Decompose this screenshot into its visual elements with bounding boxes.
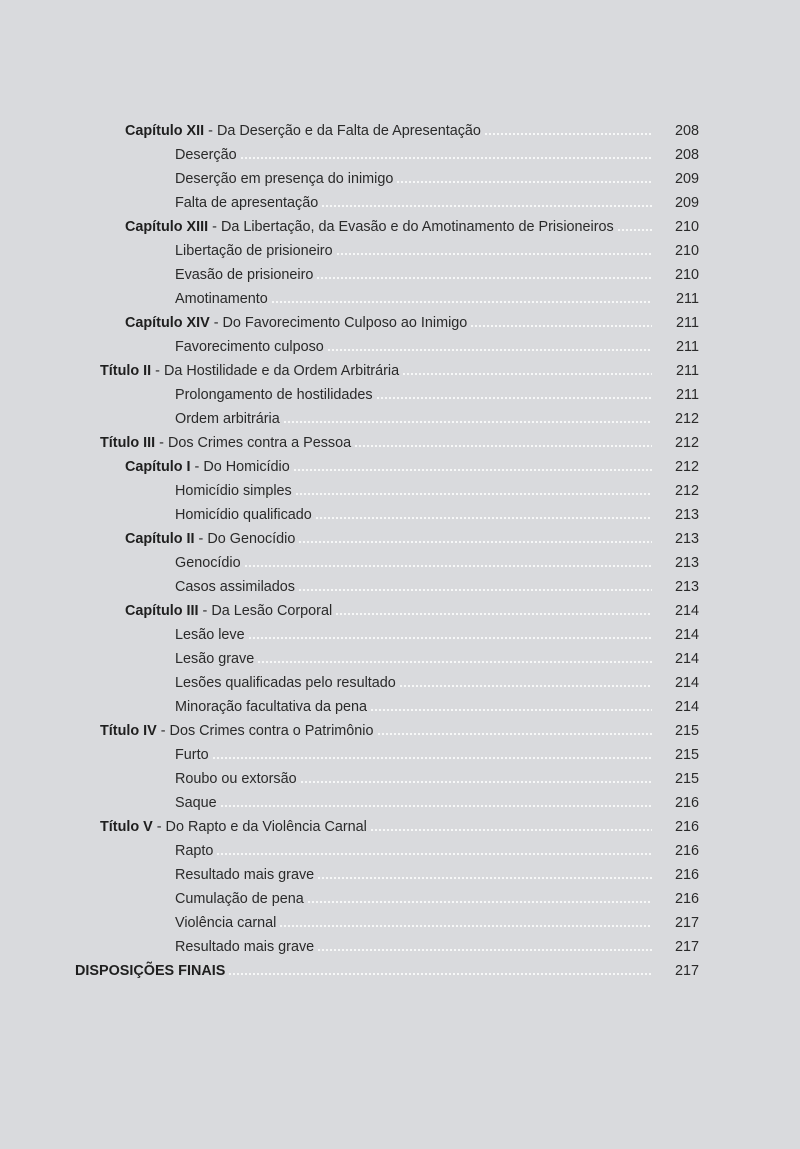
dot-leader	[327, 349, 652, 351]
toc-entry	[0, 503, 800, 527]
toc-entry	[0, 599, 800, 623]
toc-entry-title	[175, 239, 652, 263]
page-number: 216	[674, 867, 699, 883]
page-number: 208	[674, 123, 699, 139]
toc-entry-label	[175, 887, 304, 911]
toc-entry	[0, 551, 800, 575]
dot-leader	[315, 517, 652, 519]
page-number: 217	[674, 915, 699, 931]
toc-entry-text: Deserção	[175, 147, 237, 163]
toc-entry-title	[175, 167, 652, 191]
toc-entry-text: Minoração facultativa da pena	[175, 699, 367, 715]
dot-leader	[316, 277, 652, 279]
page-number: 212	[674, 411, 699, 427]
toc-entry-label	[175, 575, 295, 599]
toc-entry-label	[100, 815, 367, 839]
toc-entry-text: - Do Favorecimento Culposo ao Inimigo	[209, 315, 468, 331]
page-number: 216	[674, 819, 699, 835]
toc-entry-heading: Capítulo XII	[125, 123, 205, 139]
toc-entry-title	[175, 671, 652, 695]
page-number: 210	[674, 267, 699, 283]
toc-entry-heading: Capítulo III	[125, 603, 199, 619]
dot-leader	[317, 877, 652, 879]
page-number: 211	[676, 363, 699, 379]
toc-entry-title	[175, 263, 652, 287]
toc-entry-title	[125, 455, 652, 479]
toc-entry-title	[175, 335, 652, 359]
dot-leader	[300, 781, 652, 783]
toc-entry	[0, 935, 800, 959]
toc-entry-label	[175, 671, 396, 695]
toc-entry	[0, 911, 800, 935]
toc-entry	[0, 743, 800, 767]
toc-entry-label	[75, 959, 225, 983]
toc-entry-label	[175, 767, 297, 791]
dot-leader	[321, 205, 652, 207]
dot-leader	[617, 229, 652, 231]
page-number: 217	[674, 939, 699, 955]
toc-entry-text: Saque	[175, 795, 217, 811]
toc-entry-text: Roubo ou extorsão	[175, 771, 297, 787]
toc-entry-title	[125, 599, 652, 623]
toc-entry-text: Deserção em presença do inimigo	[175, 171, 394, 187]
toc-entry	[0, 575, 800, 599]
toc-entry-title	[175, 911, 652, 935]
page-number: 213	[674, 507, 699, 523]
page-number: 216	[674, 843, 699, 859]
toc-entry	[0, 767, 800, 791]
toc-entry-title	[175, 935, 652, 959]
toc-entry	[0, 455, 800, 479]
page-number: 215	[674, 771, 699, 787]
toc-entry-label	[175, 911, 276, 935]
toc-entry-title	[175, 887, 652, 911]
toc-entry-text: Furto	[175, 747, 209, 763]
dot-leader	[376, 397, 652, 399]
toc-entry-label	[175, 791, 217, 815]
toc-entry-label	[100, 431, 351, 455]
toc-entry-text: Ordem arbitrária	[175, 411, 280, 427]
toc-entry-title	[125, 119, 652, 143]
toc-entry-text: - Do Genocídio	[194, 531, 296, 547]
toc-entry	[0, 959, 800, 983]
toc-entry-text: Genocídio	[175, 555, 241, 571]
dot-leader	[307, 901, 652, 903]
toc-entry-label	[175, 239, 333, 263]
toc-entry-title	[175, 383, 652, 407]
toc-entry-text: - Do Homicídio	[190, 459, 290, 475]
toc-entry-text: Lesão leve	[175, 627, 245, 643]
toc-entry-label	[175, 383, 373, 407]
page-number: 213	[674, 579, 699, 595]
dot-leader	[335, 613, 652, 615]
toc-entry-text: Falta de apresentação	[175, 195, 319, 211]
page-number: 215	[674, 747, 699, 763]
toc-entry-text: Rapto	[175, 843, 214, 859]
dot-leader	[283, 421, 652, 423]
page-number: 210	[674, 243, 699, 259]
toc-entry-text: Resultado mais grave	[175, 867, 315, 883]
toc-entry	[0, 383, 800, 407]
toc-entry-label	[175, 407, 280, 431]
toc-entry-text: Amotinamento	[175, 291, 268, 307]
toc-entry-text: Prolongamento de hostilidades	[175, 387, 373, 403]
toc-entry-label	[125, 311, 467, 335]
dot-leader	[377, 733, 653, 735]
toc-entry-text: Lesões qualificadas pelo resultado	[175, 675, 396, 691]
toc-entry	[0, 791, 800, 815]
toc-entry-title	[175, 575, 652, 599]
dot-leader	[484, 133, 652, 135]
toc-entry-heading: Título II	[100, 363, 152, 379]
page-number: 214	[674, 627, 699, 643]
dot-leader	[295, 493, 652, 495]
toc-entry	[0, 527, 800, 551]
toc-entry-text: Libertação de prisioneiro	[175, 243, 333, 259]
toc-entry-label	[175, 503, 312, 527]
toc-entry	[0, 695, 800, 719]
toc-entry-label	[175, 839, 213, 863]
toc-entry-label	[175, 335, 324, 359]
dot-leader	[336, 253, 652, 255]
toc-entry-title	[175, 143, 652, 167]
toc-entry-heading: DISPOSIÇÕES FINAIS	[75, 963, 226, 979]
toc-entry	[0, 431, 800, 455]
page-number: 216	[674, 891, 699, 907]
dot-leader	[212, 757, 652, 759]
toc-entry-title	[100, 431, 652, 455]
toc-entry-text: - Da Lesão Corporal	[198, 603, 333, 619]
toc-entry-text: - Dos Crimes contra o Patrimônio	[156, 723, 374, 739]
page-number: 211	[676, 291, 699, 307]
toc-entry-label	[125, 455, 290, 479]
toc-entry-label	[125, 599, 332, 623]
toc-entry-title	[175, 503, 652, 527]
toc-entry-heading: Capítulo XIII	[125, 219, 209, 235]
toc-entry	[0, 239, 800, 263]
dot-leader	[470, 325, 652, 327]
toc-entry-title	[125, 527, 652, 551]
toc-entry	[0, 191, 800, 215]
toc-entry-heading: Capítulo II	[125, 531, 195, 547]
toc-entry	[0, 143, 800, 167]
toc-entry-text: Homicídio qualificado	[175, 507, 312, 523]
dot-leader	[354, 445, 652, 447]
toc-entry-title	[100, 815, 652, 839]
toc-entry	[0, 839, 800, 863]
toc-entry-text: Resultado mais grave	[175, 939, 315, 955]
toc-entry	[0, 335, 800, 359]
toc-entry-label	[175, 551, 241, 575]
toc-entry-label	[100, 719, 374, 743]
toc-entry	[0, 623, 800, 647]
toc-entry-title	[175, 551, 652, 575]
toc-entry-title	[175, 623, 652, 647]
toc-entry-title	[125, 215, 652, 239]
toc-entry	[0, 359, 800, 383]
toc-entry-label	[175, 143, 237, 167]
dot-leader	[298, 589, 652, 591]
toc-entry	[0, 287, 800, 311]
toc-entry	[0, 887, 800, 911]
toc-entry-title	[175, 647, 652, 671]
page-number: 211	[676, 387, 699, 403]
toc-entry	[0, 119, 800, 143]
toc-entry-title	[175, 407, 652, 431]
page-number: 213	[674, 531, 699, 547]
toc-entry-label	[175, 263, 313, 287]
toc-entry-label	[175, 167, 393, 191]
toc-entry	[0, 863, 800, 887]
toc-entry-title	[175, 695, 652, 719]
page-number: 214	[674, 603, 699, 619]
toc-entry-heading: Capítulo I	[125, 459, 191, 475]
toc-entry-label	[175, 863, 314, 887]
toc-entry-text: Evasão de prisioneiro	[175, 267, 314, 283]
toc-entry-text: - Dos Crimes contra a Pessoa	[155, 435, 352, 451]
dot-leader	[293, 469, 652, 471]
toc-entry-label	[125, 527, 295, 551]
toc-entry-label	[175, 695, 367, 719]
toc-entry-title	[175, 791, 652, 815]
toc-entry-title	[100, 359, 652, 383]
toc-entry-title	[175, 743, 652, 767]
toc-entry	[0, 263, 800, 287]
dot-leader	[240, 157, 652, 159]
toc-entry	[0, 671, 800, 695]
dot-leader	[317, 949, 652, 951]
dot-leader	[248, 637, 652, 639]
toc-entry-text: Casos assimilados	[175, 579, 295, 595]
page-number: 210	[674, 219, 699, 235]
toc-entry	[0, 647, 800, 671]
toc-entry-text: Favorecimento culposo	[175, 339, 324, 355]
toc-entry-label	[175, 623, 245, 647]
toc-entry-heading: Título III	[100, 435, 156, 451]
toc-entry-text: - Da Libertação, da Evasão e do Amotinamento de Prisioneiros	[208, 219, 614, 235]
page-number: 209	[674, 195, 699, 211]
table-of-contents	[0, 119, 800, 983]
toc-entry-label	[125, 119, 481, 143]
page-number: 208	[674, 147, 699, 163]
dot-leader	[279, 925, 652, 927]
toc-entry	[0, 215, 800, 239]
dot-leader	[298, 541, 652, 543]
toc-entry-title	[175, 287, 652, 311]
toc-entry-heading: Título V	[100, 819, 153, 835]
toc-entry-label	[125, 215, 614, 239]
dot-leader	[244, 565, 652, 567]
toc-entry	[0, 311, 800, 335]
toc-entry-label	[175, 647, 254, 671]
toc-entry-label	[175, 479, 292, 503]
dot-leader	[216, 853, 652, 855]
toc-entry-heading: Capítulo XIV	[125, 315, 210, 331]
toc-entry	[0, 407, 800, 431]
page-number: 212	[674, 483, 699, 499]
toc-entry-title	[125, 311, 652, 335]
toc-entry	[0, 719, 800, 743]
toc-entry-text: Lesão grave	[175, 651, 255, 667]
page-number: 212	[674, 435, 699, 451]
toc-entry-title	[175, 839, 652, 863]
dot-leader	[399, 685, 652, 687]
toc-entry-label	[175, 743, 209, 767]
toc-entry-text: Violência carnal	[175, 915, 277, 931]
dot-leader	[370, 829, 652, 831]
toc-entry	[0, 815, 800, 839]
page-number: 214	[674, 651, 699, 667]
page-number: 211	[676, 315, 699, 331]
toc-entry-label	[175, 287, 268, 311]
dot-leader	[370, 709, 652, 711]
toc-entry-label	[175, 191, 318, 215]
page-number: 216	[674, 795, 699, 811]
toc-entry-title	[175, 863, 652, 887]
toc-entry-heading: Título IV	[100, 723, 157, 739]
page-number: 214	[674, 699, 699, 715]
page-number: 209	[674, 171, 699, 187]
dot-leader	[228, 973, 652, 975]
toc-entry-title	[175, 191, 652, 215]
toc-entry-title	[175, 767, 652, 791]
page-number: 212	[674, 459, 699, 475]
dot-leader	[257, 661, 652, 663]
toc-entry-text: - Da Deserção e da Falta de Apresentação	[204, 123, 481, 139]
dot-leader	[396, 181, 652, 183]
toc-entry	[0, 167, 800, 191]
toc-entry-text: Cumulação de pena	[175, 891, 304, 907]
toc-entry-text: - Do Rapto e da Violência Carnal	[152, 819, 367, 835]
page-number: 217	[674, 963, 699, 979]
toc-entry-title	[75, 959, 652, 983]
toc-entry-text: Homicídio simples	[175, 483, 292, 499]
toc-entry-label	[175, 935, 314, 959]
dot-leader	[271, 301, 652, 303]
toc-entry-title	[175, 479, 652, 503]
page-number: 214	[674, 675, 699, 691]
page-number: 215	[674, 723, 699, 739]
page-number: 213	[674, 555, 699, 571]
toc-entry-label	[100, 359, 399, 383]
dot-leader	[220, 805, 652, 807]
page-number: 211	[676, 339, 699, 355]
toc-entry	[0, 479, 800, 503]
dot-leader	[402, 373, 652, 375]
toc-entry-text: - Da Hostilidade e da Ordem Arbitrária	[151, 363, 400, 379]
toc-entry-title	[100, 719, 652, 743]
